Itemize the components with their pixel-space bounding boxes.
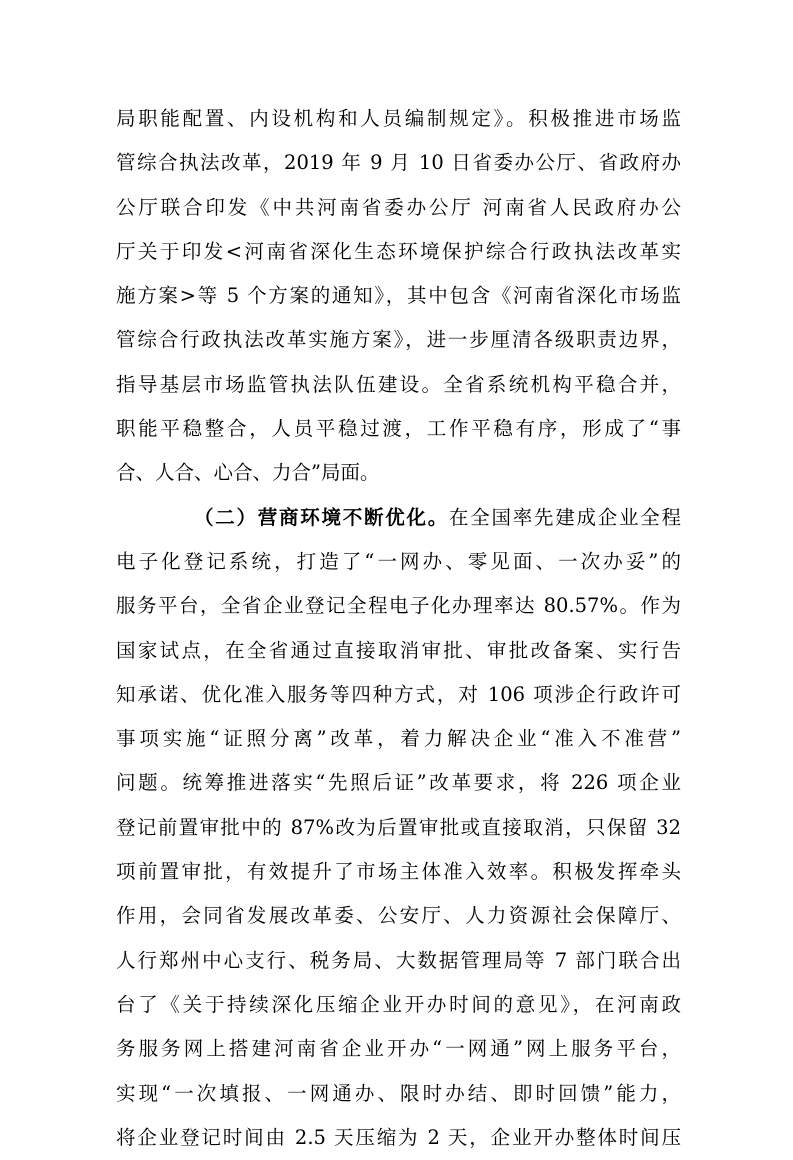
text-line: 务服务网上搭建河南省企业开办“一网通”网上服务平台， (116, 1037, 681, 1061)
text-line: 电子化登记系统，打造了“一网办、零见面、一次办妥”的 (116, 549, 681, 573)
text-line: 人行郑州中心支行、税务局、大数据管理局等 7 部门联合出 (116, 948, 681, 972)
text-line: 施方案>等 5 个方案的通知》，其中包含《河南省深化市场监 (116, 284, 681, 308)
text-line: 公厅联合印发《中共河南省委办公厅 河南省人民政府办公 (116, 195, 681, 219)
text-line: 作用，会同省发展改革委、公安厅、人力资源社会保障厅、 (116, 904, 681, 928)
text-line: 管综合执法改革，2019 年 9 月 10 日省委办公厅、省政府办 (116, 151, 681, 175)
text-line: 问题。统筹推进落实“先照后证”改革要求，将 226 项企业 (116, 771, 681, 795)
text-line: 台了《关于持续深化压缩企业开办时间的意见》，在河南政 (116, 992, 681, 1016)
text-line: 实现“一次填报、一网通办、限时办结、即时回馈”能力， (116, 1081, 681, 1105)
text-run: 在全国率先建成企业全程 (448, 505, 681, 529)
paragraph-2 (116, 496, 681, 1160)
paragraph-1 (116, 97, 681, 496)
paragraph-first-line (116, 496, 681, 540)
text-line: 管综合行政执法改革实施方案》，进一步厘清各级职责边界， (116, 328, 681, 352)
text-line: 局职能配置、内设机构和人员编制规定》。积极推进市场监 (116, 107, 681, 130)
text-line: 事项实施“证照分离”改革，着力解决企业“准入不准营” (116, 727, 681, 751)
text-line: 知承诺、优化准入服务等四种方式，对 106 项涉企行政许可 (116, 682, 681, 706)
body-text (116, 97, 681, 1160)
text-line: 项前置审批，有效提升了市场主体准入效率。积极发挥牵头 (116, 860, 681, 884)
text-line: 厅关于印发<河南省深化生态环境保护综合行政执法改革实 (116, 239, 681, 263)
text-line: 职能平稳整合，人员平稳过渡，工作平稳有序，形成了“事 (116, 417, 681, 441)
text-line: 登记前置审批中的 87%改为后置审批或直接取消，只保留 32 (116, 815, 681, 839)
text-line: 服务平台，全省企业登记全程电子化办理率达 80.57%。作为 (116, 594, 681, 618)
text-line: 合、人合、心合、力合”局面。 (116, 461, 380, 485)
text-line: 将企业登记时间由 2.5 天压缩为 2 天，企业开办整体时间压 (116, 1125, 681, 1149)
section-heading: （二）营商环境不断优化。 (194, 505, 449, 529)
text-line: 国家试点，在全省通过直接取消审批、审批改备案、实行告 (116, 638, 681, 662)
text-line: 指导基层市场监管执法队伍建设。全省系统机构平稳合并， (116, 372, 681, 396)
